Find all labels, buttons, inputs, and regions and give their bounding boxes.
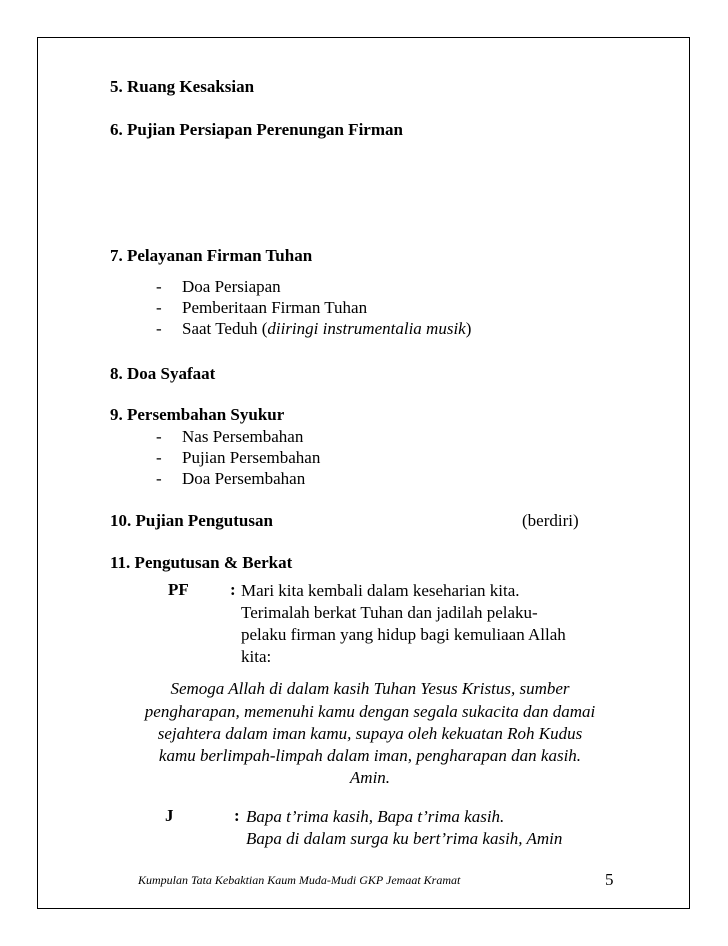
blessing-line: Semoga Allah di dalam kasih Tuhan Yesus Kristus, sumber (170, 679, 570, 698)
page-number: 5 (605, 870, 614, 889)
pf-line: Terimalah berkat Tuhan dan jadilah pelaku- (241, 603, 538, 622)
list-item: - Pemberitaan Firman Tuhan (156, 298, 368, 317)
blessing-line: pengharapan, memenuhi kamu dengan segala sukacita dan damai (144, 702, 596, 721)
section-5-heading: 5. Ruang Kesaksian (110, 77, 255, 96)
blessing-line: sejahtera dalam iman kamu, supaya oleh kekuatan Roh Kudus (157, 724, 583, 743)
pf-line: kita: (241, 647, 272, 666)
section-6-heading: 6. Pujian Persiapan Perenungan Firman (110, 120, 403, 139)
list-item: - Saat Teduh (diiringi instrumentalia musik) (156, 319, 472, 338)
pf-line: Mari kita kembali dalam keseharian kita. (241, 581, 520, 600)
list-item: - Doa Persiapan (156, 277, 281, 296)
footer-text: Kumpulan Tata Kebaktian Kaum Muda-Mudi GKP Jemaat Kramat (138, 873, 461, 887)
list-item: - Nas Persembahan (156, 427, 304, 446)
blessing-amin: Amin. (349, 768, 391, 787)
section-10-heading: 10. Pujian Pengutusan (110, 511, 273, 530)
speaker-pf: PF (168, 580, 189, 599)
j-line: Bapa di dalam surga ku bert’rima kasih, Amin (246, 829, 563, 848)
section-7-heading: 7. Pelayanan Firman Tuhan (110, 246, 313, 265)
section-8-heading: 8. Doa Syafaat (110, 364, 216, 383)
speaker-colon: : (234, 806, 240, 825)
speaker-j: J (165, 806, 174, 825)
list-item: - Pujian Persembahan (156, 448, 321, 467)
blessing-line: kamu berlimpah-limpah dalam iman, pengharapan dan kasih. (158, 746, 582, 765)
posture-note: (berdiri) (522, 511, 579, 530)
section-11-heading: 11. Pengutusan & Berkat (110, 553, 293, 572)
list-item: - Doa Persembahan (156, 469, 306, 488)
j-line: Bapa t’rima kasih, Bapa t’rima kasih. (246, 807, 505, 826)
section-9-heading: 9. Persembahan Syukur (110, 405, 285, 424)
speaker-colon: : (230, 580, 236, 599)
pf-line: pelaku firman yang hidup bagi kemuliaan Allah (241, 625, 566, 644)
